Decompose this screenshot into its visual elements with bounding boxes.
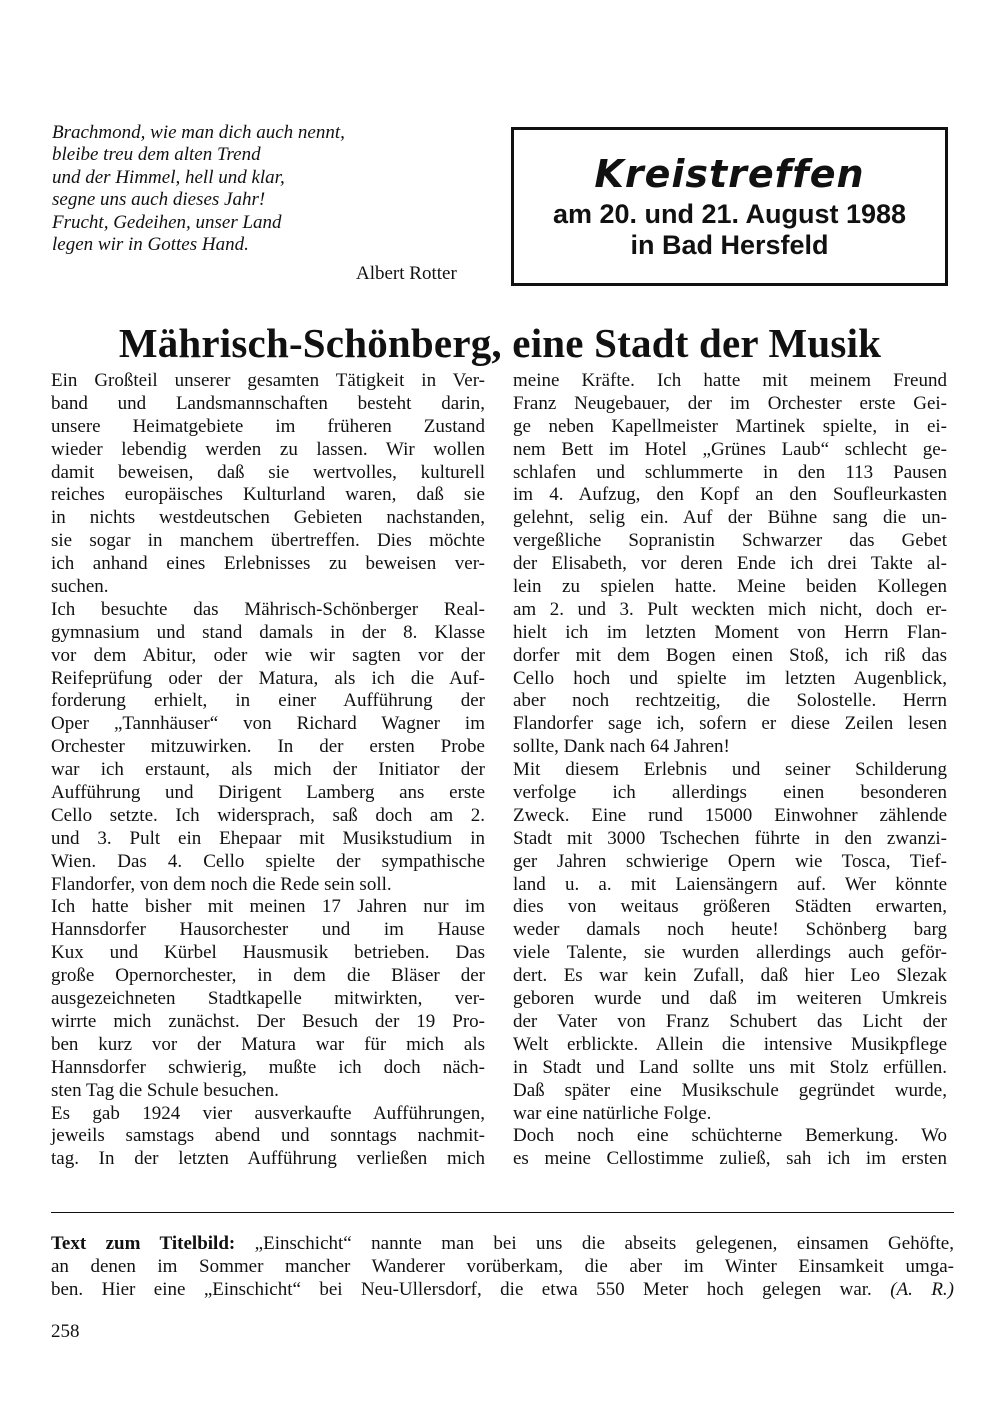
- text-line: meine Kräfte. Ich hatte mit meinem Freund: [513, 370, 947, 391]
- caption-line-text: ben. Hier eine „Einschicht“ bei Neu-Ullersdorf, die etwa 550 Meter hoch gelegen war.: [51, 1278, 872, 1300]
- text-line: ge neben Kapellmeister Martinek spielte, in ei-: [513, 415, 947, 437]
- text-line: gymnasium und stand damals in der 8. Klasse: [51, 621, 485, 643]
- text-line: viele Talente, sie wurden allerdings auch geför-: [513, 942, 947, 964]
- text-line: geboren wurde und daß im weiteren Umkreis: [513, 988, 947, 1010]
- text-line: Flandorfer sage ich, sofern er diese Zeilen lesen: [513, 713, 947, 735]
- text-line: verfolge ich allerdings einen besonderen: [513, 782, 947, 804]
- text-line: Reifeprüfung oder der Matura, als ich die Auf-: [51, 667, 485, 689]
- text-line: ben kurz vor der Matura war für mich als: [51, 1033, 485, 1055]
- text-line: weder damals noch heute! Schönberg barg: [513, 919, 947, 941]
- text-line: im 4. Aufzug, den Kopf an den Soufleurkasten: [513, 484, 947, 506]
- text-line: ger Jahren schwierige Opern wie Tosca, Tief-: [513, 850, 947, 872]
- text-line: dorfer mit dem Bogen einen Stoß, ich riß das: [513, 644, 947, 666]
- event-title: Kreistreffen: [594, 152, 865, 196]
- text-line: ich anhand eines Erlebnisses zu beweisen ver-: [51, 553, 485, 575]
- text-line: Welt erblickte. Allein die intensive Musikpflege: [513, 1033, 947, 1055]
- poem-line: und der Himmel, hell und klar,: [52, 166, 285, 188]
- poem-line: Frucht, Gedeihen, unser Land: [52, 211, 282, 233]
- text-line: band und Landsmannschaften besteht darin,: [51, 392, 485, 414]
- text-line: große Opernorchester, in dem die Bläser der: [51, 965, 485, 987]
- text-line: wieder lebendig werden zu lassen. Wir wollen: [51, 438, 485, 460]
- text-line: in nichts westdeutschen Gebieten nachstanden,: [51, 507, 485, 529]
- text-line: Zweck. Eine rund 15000 Einwohner zählende: [513, 804, 947, 826]
- text-line: Doch noch eine schüchterne Bemerkung. Wo: [513, 1125, 947, 1147]
- text-line: Wien. Das 4. Cello spielte der sympathische: [51, 850, 485, 872]
- caption-credit: (A. R.): [890, 1278, 954, 1300]
- caption-line: [51, 1233, 954, 1256]
- article-headline: Mährisch-Schönberg, eine Stadt der Musik: [118, 320, 882, 366]
- text-line: Es gab 1924 vier ausverkaufte Aufführungen,: [51, 1102, 485, 1124]
- text-line: am 2. und 3. Pult weckten mich nicht, doch er-: [513, 598, 947, 620]
- text-line: in Stadt und Land sollte uns mit Stolz erfüllen.: [513, 1056, 947, 1078]
- text-line: damit beweisen, daß sie wertvolles, kulturell: [51, 461, 485, 483]
- article-left-column: [51, 370, 485, 1171]
- text-line: sie sogar in manchem übertreffen. Dies möchte: [51, 530, 485, 552]
- article-right-column: [513, 370, 947, 1171]
- text-line: Flandorfer, von dem noch die Rede sein soll.: [51, 873, 392, 895]
- text-line: nem Bett im Hotel „Grünes Laub“ schlecht ge-: [513, 438, 947, 460]
- caption-line: [51, 1279, 954, 1302]
- text-line: Mit diesem Erlebnis und seiner Schilderung: [513, 759, 947, 781]
- text-line: tag. In der letzten Aufführung verließen mich: [51, 1148, 485, 1170]
- text-line: Ich besuchte das Mährisch-Schönberger Real-: [51, 598, 485, 620]
- text-line: reiches europäisches Kulturland waren, daß sie: [51, 484, 485, 506]
- text-line: suchen.: [51, 576, 109, 598]
- text-line: war eine natürliche Folge.: [513, 1102, 712, 1124]
- text-line: Ich hatte bisher mit meinen 17 Jahren nur im: [51, 896, 485, 918]
- caption-line: an denen im Sommer mancher Wanderer vorüberkam, die aber im Winter Einsamkeit umga-: [51, 1255, 954, 1277]
- event-date: am 20. und 21. August 1988: [552, 199, 907, 229]
- cover-caption: [51, 1233, 954, 1302]
- text-line: dert. Es war kein Zufall, daß hier Leo Slezak: [513, 965, 947, 987]
- text-line: jeweils samstags abend und sonntags nachmit-: [51, 1125, 485, 1147]
- page-number: 258: [51, 1321, 80, 1342]
- text-line: lein zu spielen hatte. Meine beiden Kollegen: [513, 576, 947, 598]
- text-line: Hannsdorfer Hausorchester und im Hause: [51, 919, 485, 941]
- text-line: Aufführung und Dirigent Lamberg ans erste: [51, 782, 485, 804]
- caption-label: Text zum Titelbild:: [51, 1233, 236, 1254]
- text-line: Stadt mit 3000 Tschechen führte in den zwanzi-: [513, 827, 947, 849]
- event-place: in Bad Hersfeld: [630, 230, 829, 260]
- text-line: der Elisabeth, vor deren Ende ich drei Takte al-: [513, 553, 947, 575]
- text-line: sollte, Dank nach 64 Jahren!: [513, 736, 730, 758]
- text-line: forderung erhielt, in einer Aufführung der: [51, 690, 485, 712]
- caption-line-text: „Einschicht“ nannte man bei uns die abseits gelegenen, einsamen Gehöfte,: [254, 1233, 954, 1254]
- text-line: war ich erstaunt, als mich der Initiator der: [51, 759, 485, 781]
- text-line: unsere Heimatgebiete im früheren Zustand: [51, 415, 485, 437]
- poem-line: legen wir in Gottes Hand.: [52, 234, 249, 256]
- poem-line: Brachmond, wie man dich auch nennt,: [52, 122, 345, 143]
- poem: [52, 122, 492, 256]
- text-line: vor dem Abitur, oder wie wir sagten vor der: [51, 644, 485, 666]
- text-line: Cello setzte. Ich widersprach, saß doch am 2.: [51, 804, 485, 826]
- event-announcement-box: [511, 127, 948, 286]
- text-line: ausgezeichneten Stadtkapelle mitwirkten, ver-: [51, 988, 485, 1010]
- text-line: aber noch rechtzeitig, die Solostelle. Herrn: [513, 690, 947, 712]
- poem-line: bleibe treu dem alten Trend: [52, 144, 261, 166]
- poem-line: segne uns auch dieses Jahr!: [52, 189, 266, 211]
- text-line: es meine Cellostimme zuließ, sah ich im ersten: [513, 1148, 947, 1170]
- text-line: dies von weitaus größeren Städten erwarten,: [513, 896, 947, 918]
- text-line: Kux und Kürbel Hausmusik betrieben. Das: [51, 942, 485, 964]
- text-line: schlafen und schlummerte in den 113 Pausen: [513, 461, 947, 483]
- poem-author: Albert Rotter: [356, 263, 457, 284]
- text-line: der Vater von Franz Schubert das Licht der: [513, 1010, 947, 1032]
- text-line: Daß später eine Musikschule gegründet wurde,: [513, 1079, 947, 1101]
- text-line: sten Tag die Schule besuchen.: [51, 1079, 279, 1101]
- text-line: Ein Großteil unserer gesamten Tätigkeit in Ver-: [51, 370, 485, 391]
- caption-divider: [51, 1212, 954, 1213]
- text-line: gelehnt, selig ein. Auf der Bühne sang die un-: [513, 507, 947, 529]
- text-line: Hannsdorfer schwierig, mußte ich doch näch-: [51, 1056, 485, 1078]
- text-line: hielt ich im letzten Moment von Herrn Flan-: [513, 621, 947, 643]
- text-line: vergeßliche Sopranistin Schwarzer das Gebet: [513, 530, 947, 552]
- text-line: Oper „Tannhäuser“ von Richard Wagner im: [51, 713, 485, 735]
- text-line: Cello hoch und spielte im letzten Augenblick,: [513, 667, 947, 689]
- text-line: Franz Neugebauer, der im Orchester erste Gei-: [513, 392, 947, 414]
- text-line: Orchester mitzuwirken. In der ersten Probe: [51, 736, 485, 758]
- text-line: und 3. Pult ein Ehepaar mit Musikstudium in: [51, 827, 485, 849]
- text-line: wirrte mich zunächst. Der Besuch der 19 Pro-: [51, 1010, 485, 1032]
- text-line: land u. a. mit Laiensängern auf. Wer könnte: [513, 873, 947, 895]
